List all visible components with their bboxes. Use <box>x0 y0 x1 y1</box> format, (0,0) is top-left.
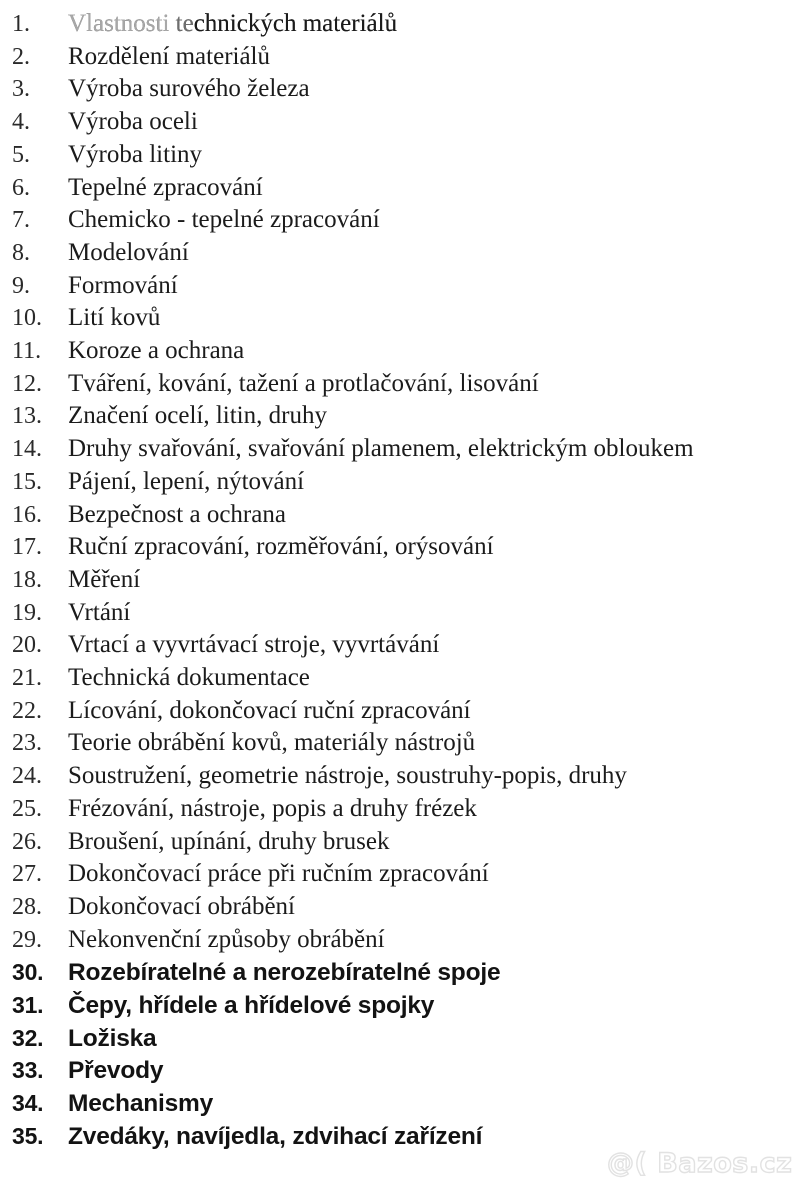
list-item-text: Soustružení, geometrie nástroje, soustruhy-popis, druhy <box>68 762 627 790</box>
list-item-text: Čepy, hřídele a hřídelové spojky <box>68 992 435 1019</box>
list-item-number: 26. <box>12 828 42 855</box>
list-item-text: Zvedáky, navíjedla, zdvihací zařízení <box>68 1122 483 1150</box>
list-item-number: 19. <box>12 599 42 626</box>
list-item <box>0 204 380 237</box>
list-item-number: 15. <box>12 468 42 495</box>
list-item-number: 2. <box>12 43 30 70</box>
list-item <box>0 270 178 303</box>
list-item <box>0 695 471 728</box>
list-item <box>0 727 475 760</box>
list-item-text-faded-start: Vlastnosti <box>68 10 176 37</box>
list-item-text: Převody <box>68 1057 164 1085</box>
list-item-text: Technická dokumentace <box>68 664 310 691</box>
list-item-number: 34. <box>12 1090 44 1117</box>
list-item-text: Značení ocelí, litin, druhy <box>68 402 327 430</box>
list-item-text <box>68 8 397 41</box>
list-item-number: 22. <box>12 697 42 724</box>
list-item-number: 13. <box>12 403 42 430</box>
list-item-text: Ruční zpracování, rozměřování, orýsování <box>68 533 494 561</box>
list-item-number: 24. <box>12 763 42 790</box>
list-item <box>0 826 389 859</box>
list-item-text: Nekonvenční způsoby obrábění <box>68 925 385 953</box>
list-item-text: Broušení, upínání, druhy brusek <box>68 827 390 855</box>
list-item-text: Dokončovací práce při ručním zpracování <box>68 860 489 888</box>
list-item <box>0 1054 163 1087</box>
list-item-text: Měření <box>68 565 141 593</box>
list-item-text: Druhy svařování, svařování plamenem, elektrickým obloukem <box>68 435 694 463</box>
list-item <box>0 531 494 564</box>
list-item-number: 9. <box>12 272 30 299</box>
list-item <box>0 891 295 924</box>
list-item <box>0 760 627 793</box>
list-item <box>0 597 130 630</box>
list-item-text: Tváření, kování, tažení a protlačování, lisování <box>68 369 539 397</box>
list-item-text: Tepelné zpracování <box>68 173 263 201</box>
list-item <box>0 106 198 139</box>
list-item-number: 14. <box>12 436 42 463</box>
list-item-text: Výroba surového železa <box>68 75 310 103</box>
list-item-text: Lití kovů <box>68 304 161 332</box>
list-item-text: Vrtací a vyvrtávací stroje, vyvrtávání <box>68 631 440 659</box>
list-item <box>0 466 304 499</box>
list-item <box>0 1120 482 1153</box>
list-item-text: Rozebíratelné a nerozebíratelné spoje <box>68 959 501 987</box>
list-item-number: 28. <box>12 893 42 920</box>
list-item-number: 33. <box>12 1057 44 1084</box>
list-item <box>0 629 439 662</box>
list-item-text: Rozdělení materiálů <box>68 42 271 70</box>
list-item-text: Bezpečnost a ochrana <box>68 500 286 528</box>
list-item-number: 3. <box>12 76 30 103</box>
list-item <box>0 368 539 401</box>
list-item-text: Frézování, nástroje, popis a druhy frézek <box>68 794 477 822</box>
list-item-number: 29. <box>12 926 42 953</box>
list-item <box>0 41 270 74</box>
bazos-watermark: @( Bazos.cz <box>607 1148 793 1179</box>
list-item-number: 18. <box>12 566 42 593</box>
list-item-text: Lícování, dokončovací ruční zpracování <box>68 696 471 724</box>
list-item-number: 17. <box>12 534 42 561</box>
list-item <box>0 858 489 891</box>
list-item-number: 7. <box>12 207 30 234</box>
list-item-number: 30. <box>12 959 44 986</box>
list-item-number: 31. <box>12 992 44 1018</box>
list-item-number: 25. <box>12 795 42 822</box>
list-item <box>0 237 189 270</box>
list-item-text-rest: chnických materiálů <box>193 10 398 37</box>
list-item-text: Ložiska <box>68 1024 157 1052</box>
list-item-text: Pájení, lepení, nýtování <box>68 467 305 495</box>
list-item <box>0 793 477 826</box>
list-item-text: Modelování <box>68 238 189 266</box>
list-item <box>0 8 397 41</box>
list-item-text: Formování <box>68 271 178 299</box>
list-item <box>0 139 202 172</box>
list-item-text: Vrtání <box>68 598 131 626</box>
list-item-number: 35. <box>12 1122 44 1149</box>
list-item-text-faded-mid: te <box>175 10 194 37</box>
list-item-number: 21. <box>12 665 42 691</box>
list-item-number: 32. <box>12 1024 44 1051</box>
list-item-number: 20. <box>12 632 42 659</box>
list-item-number: 5. <box>12 141 30 168</box>
list-item-number: 6. <box>12 174 30 201</box>
list-item <box>0 73 310 106</box>
list-item <box>0 302 160 335</box>
list-item-text: Chemicko - tepelné zpracování <box>68 206 380 234</box>
list-item-text: Teorie obrábění kovů, materiály nástrojů <box>68 729 476 757</box>
list-item <box>0 172 263 205</box>
list-item-number: 11. <box>12 338 42 364</box>
list-item <box>0 1022 156 1055</box>
list-item <box>0 662 310 695</box>
list-item-number: 10. <box>12 305 42 332</box>
list-item <box>0 956 500 989</box>
list-item-text: Výroba litiny <box>68 140 203 168</box>
list-item-text: Výroba oceli <box>68 108 198 136</box>
list-item <box>0 1087 213 1120</box>
list-item-number: 4. <box>12 109 30 136</box>
list-item-text: Koroze a ochrana <box>68 337 245 364</box>
list-item-number: 16. <box>12 501 42 528</box>
list-item <box>0 989 434 1022</box>
list-item <box>0 400 327 433</box>
list-item <box>0 433 694 466</box>
list-item-number: 27. <box>12 861 42 888</box>
list-item-number: 12. <box>12 370 42 397</box>
list-item-number: 23. <box>12 730 42 757</box>
list-item-text: Mechanismy <box>68 1090 214 1118</box>
list-item-number: 8. <box>12 239 30 266</box>
list-item <box>0 335 244 368</box>
list-item-text: Dokončovací obrábění <box>68 892 296 920</box>
list-item-number: 1. <box>12 11 30 37</box>
list-item <box>0 499 286 532</box>
list-item <box>0 564 140 597</box>
list-item <box>0 924 385 957</box>
